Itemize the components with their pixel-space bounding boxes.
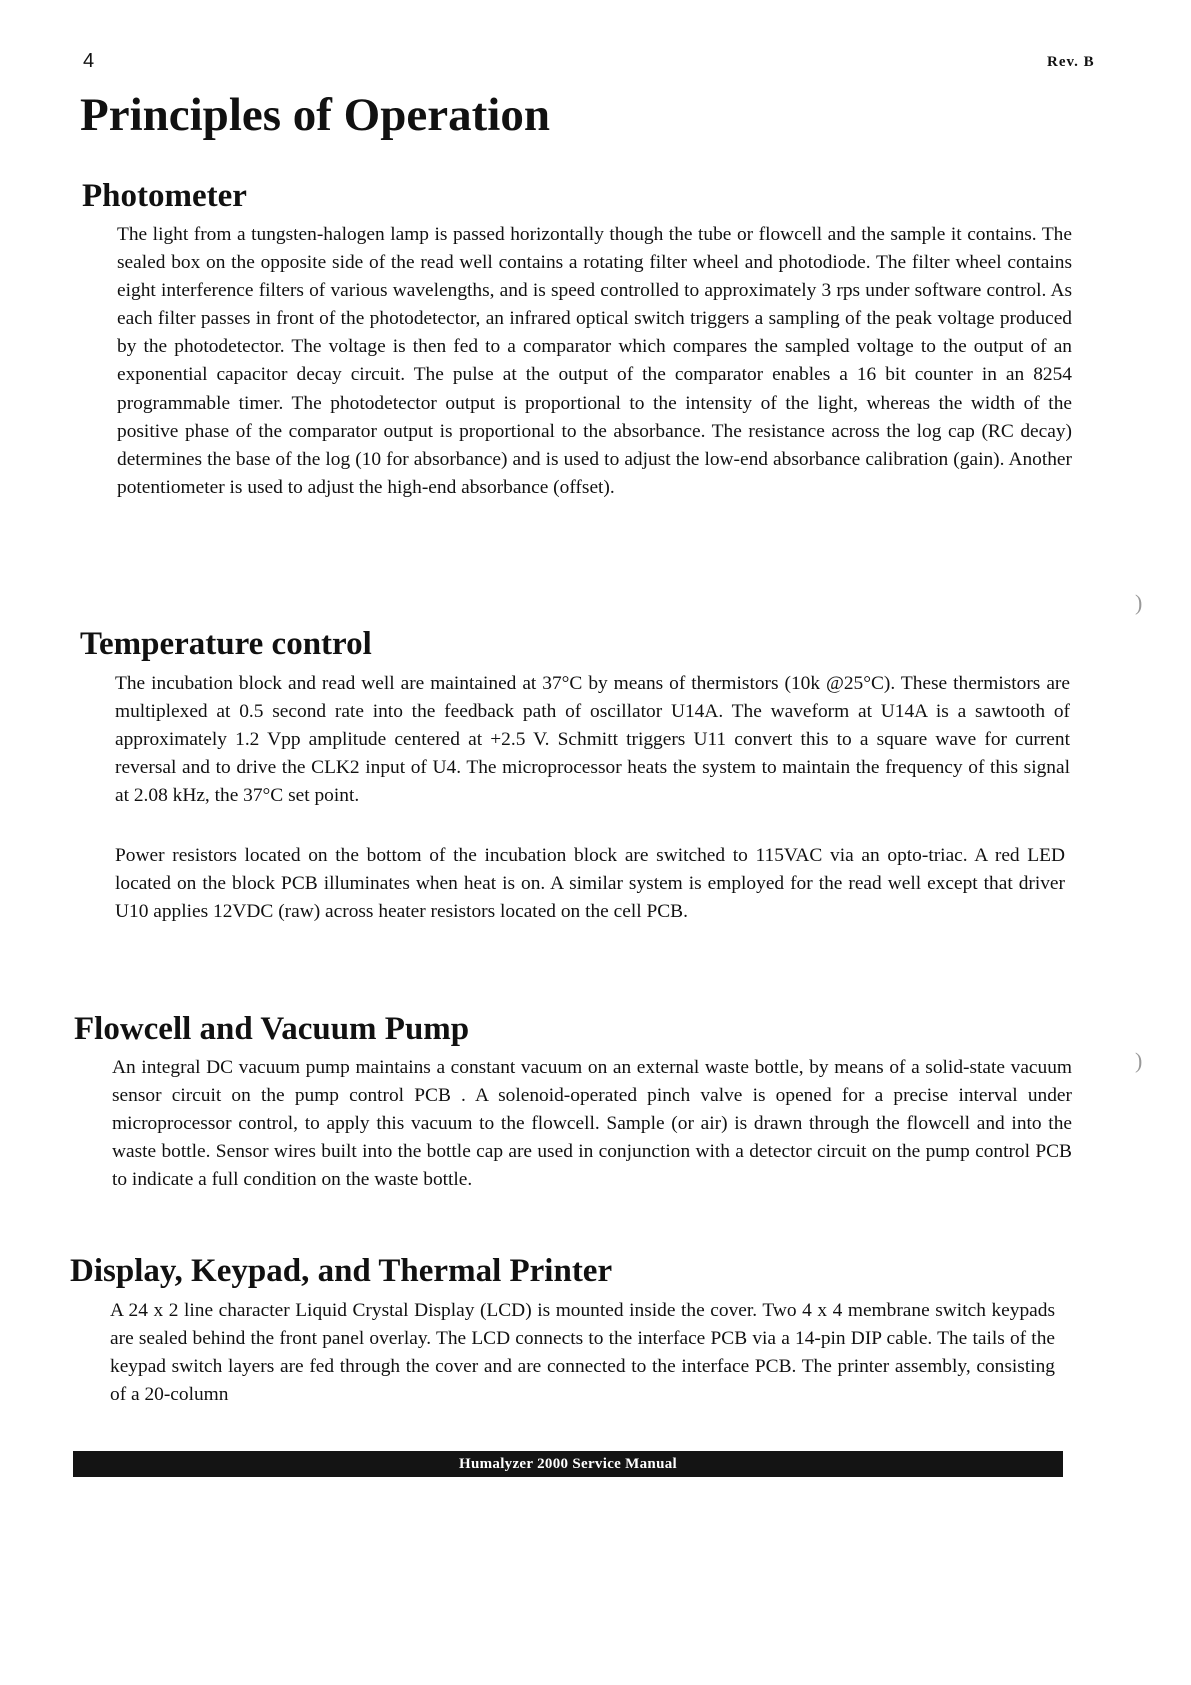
section-heading-flowcell-and-vacuum-pump: Flowcell and Vacuum Pump: [74, 1011, 470, 1047]
scan-mark: ): [1135, 590, 1143, 615]
footer-bar: [73, 1451, 1063, 1477]
page-number: 4: [83, 50, 95, 72]
section-paragraph: The light from a tungsten-halogen lamp is passed horizontally though the tube or flowcell and the sample it contains. The sealed box on the opposite side of the read well contains a rotating filter wheel and photodiode. The filter wheel contains eight interference filters of various wavelengths, and is speed controlled to approximately 3 rps under software control. As each filter passes in front of the photodetector, an infrared optical switch triggers a sampling of the peak voltage produced by the photodetector. The voltage is then fed to a comparator which compares the sampled voltage to the output of an exponential capacitor decay circuit. The pulse at the output of the comparator enables a 16 bit counter in an 8254 programmable timer. The photodetector output is proportional to the intensity of the light, whereas the width of the positive phase of the comparator output is proportional to the absorbance. The resistance across the log cap (RC decay) determines the base of the log (10 for absorbance) and is used to adjust the low-end absorbance calibration (gain). Another potentiometer is used to adjust the high-end absorbance (offset).: [117, 224, 1072, 498]
revision-label: Rev. B: [1047, 54, 1095, 70]
section-paragraph: A 24 x 2 line character Liquid Crystal Display (LCD) is mounted inside the cover. Two 4 x 4 membrane switch keypads are sealed behind the front panel overlay. The LCD connects to the interface PCB via a 14-pin DIP cable. The tails of the keypad switch layers are fed through the cover and are connected to the interface PCB. The printer assembly, consisting of a 20-column: [110, 1300, 1055, 1406]
footer-title: Humalyzer 2000 Service Manual: [459, 1455, 677, 1472]
section-heading-temperature-control: Temperature control: [80, 626, 372, 662]
section-heading-photometer: Photometer: [82, 178, 247, 214]
section-paragraph: The incubation block and read well are maintained at 37°C by means of thermistors (10k @25°C). These thermistors are multiplexed at 0.5 second rate into the feedback path of oscillator U14A. The waveform at U14A is a sawtooth of approximately 1.2 Vpp amplitude centered at +2.5 V. Schmitt triggers U11 convert this to a square wave for current reversal and to drive the CLK2 input of U4. The microprocessor heats the system to maintain the frequency of this signal at 2.08 kHz, the 37°C set point.: [115, 673, 1070, 807]
section-paragraph: An integral DC vacuum pump maintains a constant vacuum on an external waste bottle, by means of a solid-state vacuum sensor circuit on the pump control PCB . A solenoid-operated pinch valve is opened for a precise interval under microprocessor control, to apply this vacuum to the flowcell. Sample (or air) is drawn through the flowcell and into the waste bottle. Sensor wires built into the bottle cap are used in conjunction with a detector circuit on the pump control PCB to indicate a full condition on the waste bottle.: [112, 1057, 1072, 1191]
section-paragraph: Power resistors located on the bottom of the incubation block are switched to 115VAC via an opto-triac. A red LED located on the block PCB illuminates when heat is on. A similar system is employed for the read well except that driver U10 applies 12VDC (raw) across heater resistors located on the cell PCB.: [115, 845, 1065, 923]
page-title: Principles of Operation: [80, 89, 550, 141]
section-heading-display-keypad-thermal-printer: Display, Keypad, and Thermal Printer: [70, 1253, 613, 1289]
scan-mark: ): [1135, 1048, 1143, 1073]
